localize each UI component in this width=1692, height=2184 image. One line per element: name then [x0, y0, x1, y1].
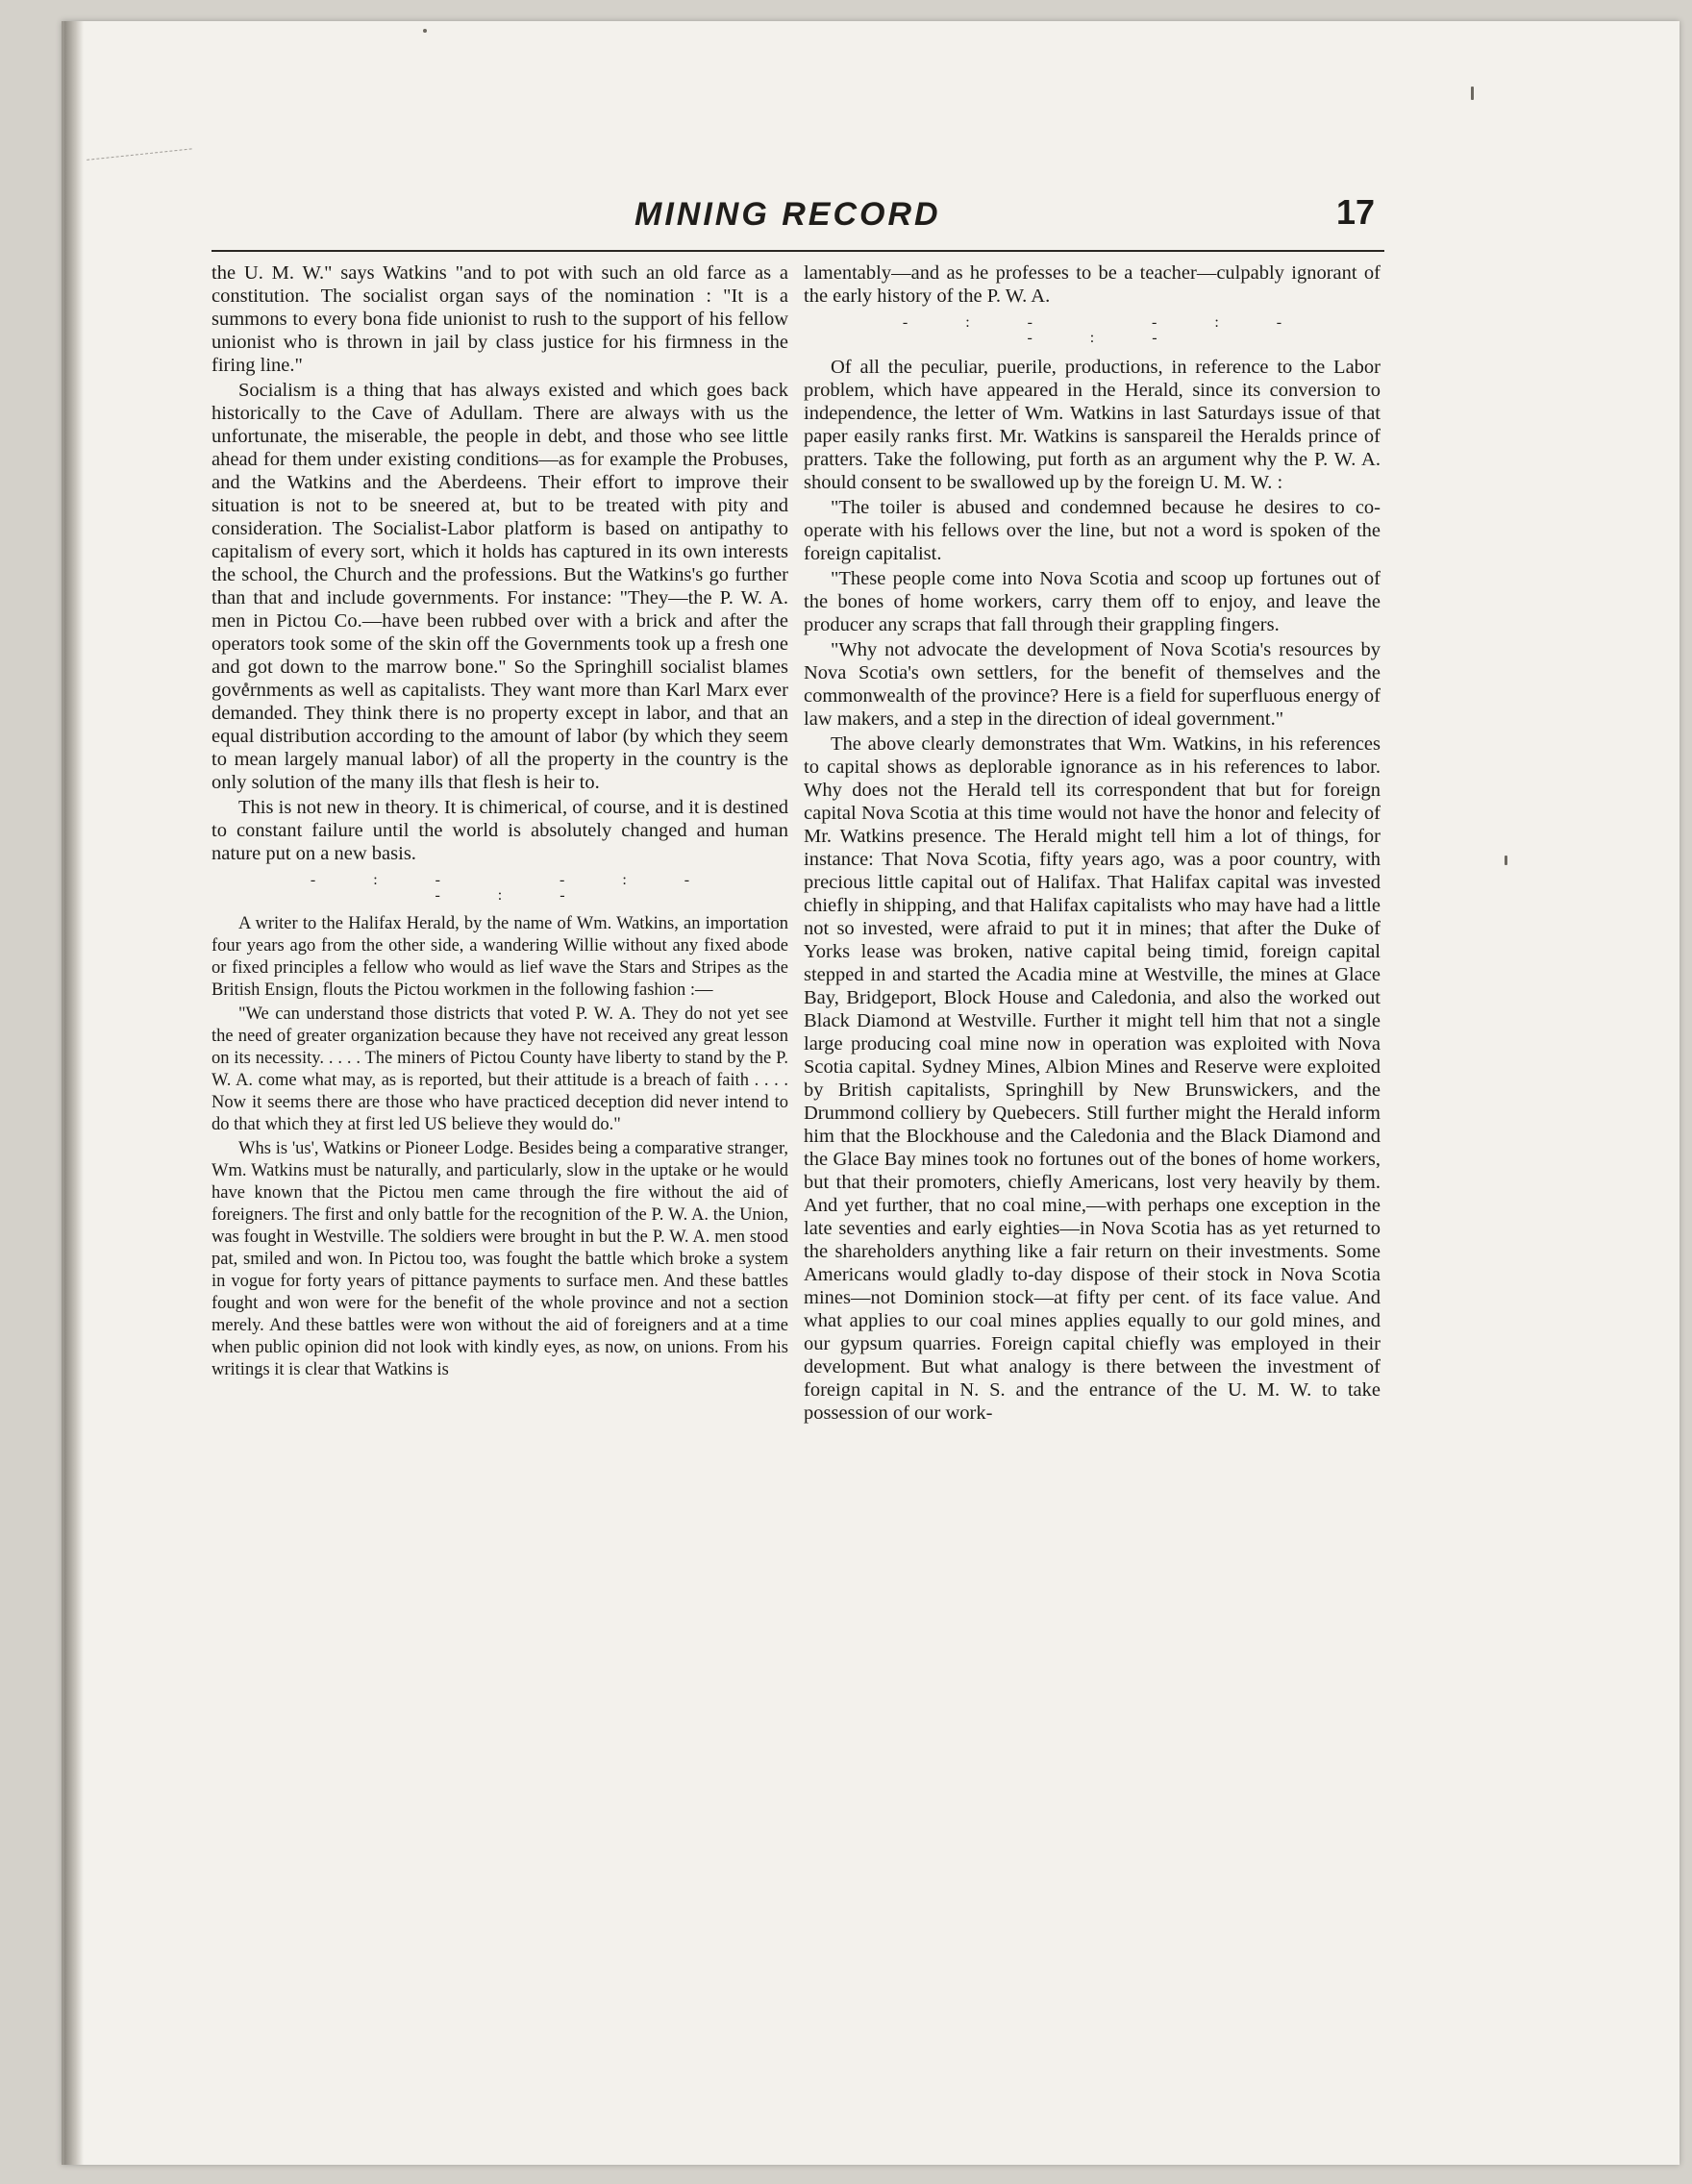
- article-paragraph: the U. M. W." says Watkins "and to pot with such an old farce as a constitution. The socialist organ says of the nomination : "It is a summons to every bona fide unionist to rush to the support of his fellow unionist who is thrown in jail by class justice for his firmness in the firing line.": [212, 262, 788, 376]
- quoted-paragraph: "These people come into Nova Scotia and scoop up fortunes out of the bones of home workers, carry them off to enjoy, and leave the producer any scraps that fall through their grappling fingers.: [804, 568, 1381, 635]
- left-column: [212, 261, 788, 1383]
- quoted-paragraph: "We can understand those districts that voted P. W. A. They do not yet see the need of greater organization because they have not received any great lesson on its necessity. . . . . The miners of Pictou County have liberty to stand by the P. W. A. come what may, as is reported, but their attitude is a breach of faith . . . . Now it seems there are those who have practiced deception did never intend to do that which they at first led US believe they would do.": [212, 1005, 788, 1134]
- running-header: [212, 192, 1384, 252]
- quoted-paragraph: "The toiler is abused and condemned because he desires to co-operate with his fellows over the line, but not a word is spoken of the foreign capitalist.: [804, 497, 1381, 564]
- section-separator: -:- -:- -:-: [902, 314, 1340, 346]
- article-paragraph: Socialism is a thing that has always existed and which goes back historically to the Cave of Adullam. There are always with us the unfortunate, the miserable, the people in debt, and those who see little ahead for them under existing conditions—as for example the Probuses, and the Watkins and the Aberdeens. Their effort to improve their situation is not to be sneered at, but to be treated with pity and consideration. The Socialist-Labor platform is based on antipathy to capitalism of every sort, which it holds has captured in its own interests the school, the Church and the professions. But the Watkins's go further than that and include governments. For instance: "They—the P. W. A. men in Pictou Co.—have been rubbed over with a brick and after the operators took some of the skin off the Governments took up a fresh one and got down to the marrow bone." So the Springhill socialist blames governments as well as capitalists. They want more than Karl Marx ever demanded. They think there is no property except in labor, and that an equal distribution according to the amount of labor (by which they seem to mean largely manual labor) of all the property in the country is the only solution of the many ills that flesh is heir to.: [212, 380, 788, 793]
- section-separator: -:- -:- -:-: [310, 872, 748, 904]
- binding-edge: [64, 21, 84, 2165]
- ink-speck: [423, 29, 427, 33]
- ink-speck: [1505, 856, 1507, 865]
- ink-speck: [1471, 87, 1474, 100]
- article-paragraph: This is not new in theory. It is chimerical, of course, and it is destined to constant failure until the world is absolutely changed and human nature put on a new basis.: [212, 797, 788, 864]
- publication-title: MINING RECORD: [634, 196, 941, 233]
- article-paragraph: The above clearly demonstrates that Wm. Watkins, in his references to capital shows as deplorable ignorance as in his references to labor. Why does not the Herald tell its correspondent that but for foreign capital Nova Scotia at this time would not have the honor and felecity of Mr. Watkins presence. The Herald might tell him a lot of things, for instance: That Nova Scotia, fifty years ago, was a poor country, with precious little capital out of Halifax. That Halifax capital was invested chiefly in shipping, and that Halifax capitalists who may have had a little not so invested, were afraid to put it in mines; that after the Duke of Yorks lease was broken, native capital being timid, foreign capital stepped in and started the Acadia mine at Westville, the mines at Glace Bay, Bridgeport, Block House and Caledonia, and also the worked out Black Diamond at Westville. Further it might tell him that not a single large producing coal mine now in operation was exploited with Nova Scotia capital. Sydney Mines, Albion Mines and Reserve were exploited by British capitalists, Springhill by New Brunswickers, and the Drummond colliery by Quebecers. Still further might the Herald inform him that the Blockhouse and the Caledonia and the Black Diamond and the Glace Bay mines took no fortunes out of the bones of home workers, but that their promoters, chiefly Americans, lost very heavily by them. And yet further, that no coal mine,—with perhaps one exception in the late seventies and early eighties—in Nova Scotia has as yet returned to the shareholders anything like a fair return on their investments. Some Americans would gladly to-day dispose of their stock in Nova Scotia mines—not Dominion stock—at fifty per cent. of its face value. And what applies to our coal mines applies equally to our gold mines, and our gypsum quarries. Foreign capital chiefly was employed in their development. But what analogy is there between the investment of foreign capital in N. S. and the entrance of the U. M. W. to take possession of our work-: [804, 733, 1381, 1424]
- article-paragraph: lamentably—and as he professes to be a teacher—culpably ignorant of the early history of the P. W. A.: [804, 262, 1381, 307]
- article-paragraph: Of all the peculiar, puerile, productions, in reference to the Labor problem, which have appeared in the Herald, since its conversion to independence, the letter of Wm. Watkins in last Saturdays issue of that paper easily ranks first. Mr. Watkins is sanspareil the Heralds prince of pratters. Take the following, put forth as an argument why the P. W. A. should consent to be swallowed up by the foreign U. M. W. :: [804, 357, 1381, 493]
- article-paragraph: A writer to the Halifax Herald, by the name of Wm. Watkins, an importation four years ago from the other side, a wandering Willie without any fixed abode or fixed principles a fellow who would as lief wave the Stars and Stripes as the British Ensign, flouts the Pictou workmen in the following fashion :—: [212, 914, 788, 1000]
- page-number: 17: [1335, 192, 1375, 232]
- article-paragraph: Whs is 'us', Watkins or Pioneer Lodge. Besides being a comparative stranger, Wm. Watkins must be naturally, and particularly, slow in the uptake or he would have known that the Pictou men came through the fire without the aid of foreigners. The first and only battle for the recognition of the P. W. A. the Union, was fought in Westville. The soldiers were brought in but the P. W. A. men stood pat, smiled and won. In Pictou too, was fought the battle which broke a system in vogue for forty years of pittance payments to surface men. And these battles fought and won were for the benefit of the whole province and not a section merely. And these battles were won without the aid of foreigners and at a time when public opinion did not look with kindly eyes, as now, on unions. From his writings it is clear that Watkins is: [212, 1139, 788, 1379]
- quoted-paragraph: "Why not advocate the development of Nova Scotia's resources by Nova Scotia's own settlers, for the benefit of themselves and the commonwealth of the province? Here is a field for superfluous energy of law makers, and a step in the direction of ideal government.": [804, 639, 1381, 730]
- right-column: [804, 261, 1381, 1427]
